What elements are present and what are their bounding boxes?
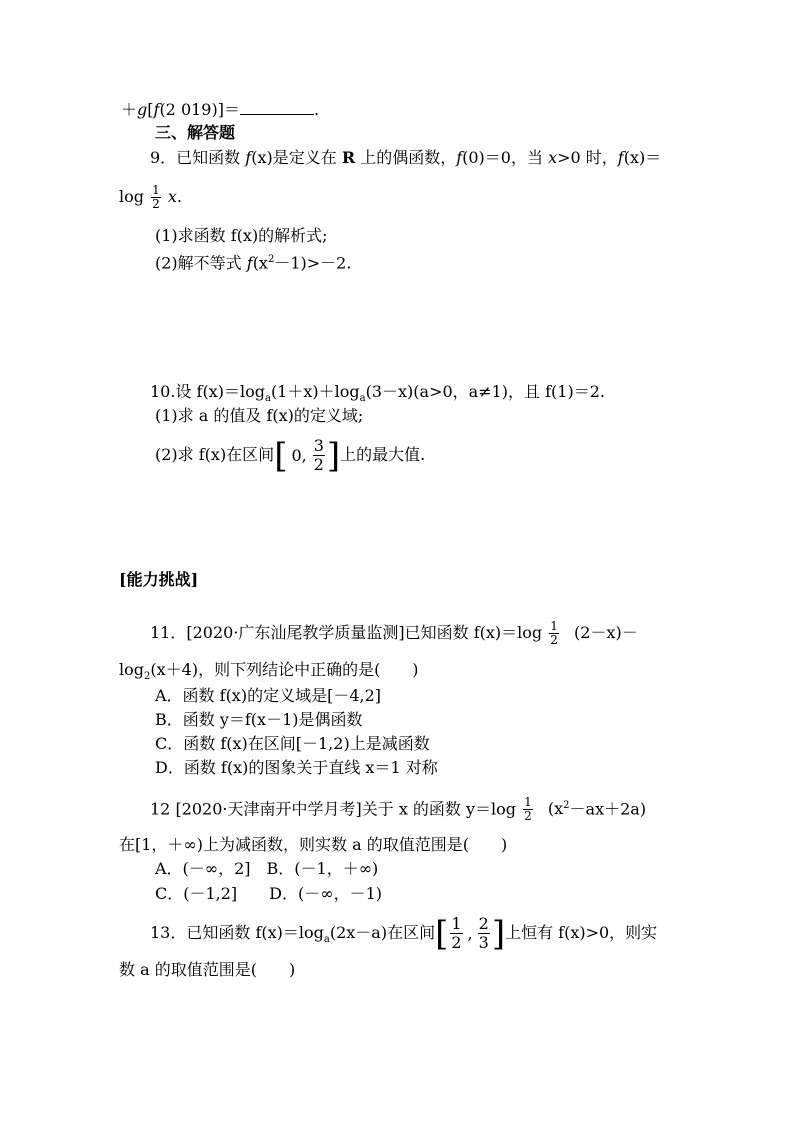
left-bracket-icon: [ (274, 435, 288, 476)
q9-text-d: (0)＝0，当 (462, 148, 549, 167)
q13-stem-line1 (150, 914, 657, 959)
q12-options-ab[interactable]: A．(－∞，2] B．(－1，＋∞) (155, 859, 379, 878)
q10-part1: (1)求 a 的值及 f(x)的定义域; (155, 406, 364, 425)
q11-line1-b: (2－x)－ (574, 623, 638, 642)
q9-log-line (119, 184, 182, 211)
q10-p2-b: 上的最大值. (340, 445, 426, 464)
q11-option-a[interactable]: A．函数 f(x)的定义域是[－4,2] (155, 686, 382, 705)
q9-text-b: 是定义在 (272, 148, 342, 167)
q9-x2: x (548, 148, 558, 167)
q8-plus: ＋ (121, 100, 138, 119)
q8-arg: (2 019)]＝ (159, 100, 240, 119)
q9-f2: f (617, 148, 624, 167)
q12-stem-line1 (150, 796, 646, 823)
q8-tail-line (121, 100, 319, 120)
q13-fraction-2 (478, 915, 490, 952)
q9-part2 (155, 250, 351, 273)
q11-option-b[interactable]: B．函数 y＝f(x－1)是偶函数 (155, 710, 363, 729)
q8-bracket: [ (147, 100, 154, 119)
q9-log-base-fraction (151, 184, 161, 211)
q9-p2-sup: 2 (267, 254, 275, 265)
q9-R: R (341, 148, 356, 167)
q9-text-e: >0 时， (557, 148, 618, 167)
q9-p2-f: f (246, 253, 253, 273)
q9-part1: (1)求函数 f(x)的解析式; (155, 226, 328, 245)
q11-line2-b: (x＋4)，则下列结论中正确的是( ) (150, 660, 419, 679)
q9-log-x: x (167, 187, 177, 206)
q13-frac1-den: 2 (451, 933, 462, 952)
q8-period: . (313, 100, 320, 119)
q10-zero: 0, (291, 445, 307, 465)
q11-option-c[interactable]: C．函数 f(x)在区间[－1,2)上是减函数 (155, 734, 430, 753)
section-heading-answers: 三、解答题 (155, 123, 236, 142)
q9-frac-den: 2 (152, 197, 160, 211)
q11-stem-line2 (119, 660, 419, 687)
q11-line2-a: log (119, 660, 144, 679)
q9-text-a: 9．已知函数 (150, 148, 246, 167)
q9-x1: (x) (251, 148, 273, 167)
q12-sup: 2 (563, 800, 570, 811)
left-bracket-icon: [ (435, 913, 449, 954)
q13-sub: a (323, 934, 330, 946)
q12-line1-a: 12 [2020·天津南开中学月考]关于 x 的函数 y＝log (150, 799, 517, 819)
q12-line1-b: (x (547, 799, 564, 819)
q12-log-base-fraction (523, 796, 533, 823)
q13-interval: [ $\frac{1}{2}$ , $\frac{2}{3}$ ] (435, 913, 506, 954)
q10-sub-b: a (359, 393, 366, 405)
q9-stem (150, 148, 661, 168)
q13-frac1-num: 1 (451, 914, 462, 933)
q13-frac2-num: 2 (478, 914, 489, 933)
q10-line1: 10.设 f(x)＝log (150, 382, 265, 401)
q9-x3: (x)＝ (623, 148, 662, 167)
q9-p2-c: －1)>－2. (274, 253, 352, 273)
q12-stem-line2: 在[1，＋∞)上为减函数，则实数 a 的取值范围是( ) (119, 835, 508, 854)
right-bracket-icon: ] (326, 435, 341, 476)
q10-interval (274, 437, 340, 475)
q10-line1-end: (3－x)(a>0，a≠1)，且 f(1)＝2. (365, 382, 605, 401)
q11-frac-num: 1 (550, 619, 558, 633)
q11-log-base-fraction (549, 620, 559, 647)
q8-g: g (137, 100, 148, 119)
q12-options-cd[interactable]: C．(－1,2] D．(－∞，－1) (155, 884, 382, 903)
q10-line1-mid: (1＋x)＋log (270, 382, 360, 401)
q10-p2-a: (2)求 f(x)在区间 (155, 445, 275, 464)
section-heading-ability: [能力挑战] (119, 570, 199, 589)
q10-frac-den: 2 (313, 455, 324, 474)
q9-log-end: . (176, 187, 182, 206)
right-bracket-icon: ] (491, 913, 506, 954)
q9-frac-num: 1 (152, 183, 160, 197)
q10-frac-num: 3 (313, 436, 324, 455)
q11-option-d[interactable]: D．函数 f(x)的图象关于直线 x＝1 对称 (155, 758, 438, 777)
q13-stem-line2: 数 a 的取值范围是( ) (119, 960, 296, 979)
q12-frac-num: 1 (524, 795, 532, 810)
q11-stem-line1 (150, 620, 638, 647)
q12-frac-den: 2 (524, 809, 532, 824)
q9-log: log (119, 187, 144, 206)
q13-line1-b: (2x－a)在区间 (329, 923, 436, 942)
q9-f0: f (456, 148, 463, 167)
q9-p2-b: (x (252, 253, 268, 273)
q11-line1-a: 11．[2020·广东汕尾教学质量监测]已知函数 f(x)＝log (150, 623, 543, 642)
q11-sub: 2 (144, 671, 151, 683)
q9-text-c: 上的偶函数， (355, 148, 457, 167)
q13-fraction-1 (450, 915, 462, 952)
q13-frac2-den: 3 (478, 933, 489, 952)
q10-sub-a: a (264, 393, 271, 405)
q8-f: f (153, 100, 160, 119)
q9-f1: f (245, 148, 252, 167)
q10-part2 (155, 436, 425, 475)
q11-frac-den: 2 (550, 633, 558, 647)
q12-line1-c: －ax＋2a) (569, 799, 647, 819)
q10-fraction (313, 437, 325, 474)
q13-line1-c: 上恒有 f(x)>0，则实 (505, 923, 658, 942)
answer-blank[interactable] (240, 100, 314, 115)
q13-line1-a: 13．已知函数 f(x)＝log (150, 923, 324, 942)
q9-p2-a: (2)解不等式 (155, 253, 247, 273)
